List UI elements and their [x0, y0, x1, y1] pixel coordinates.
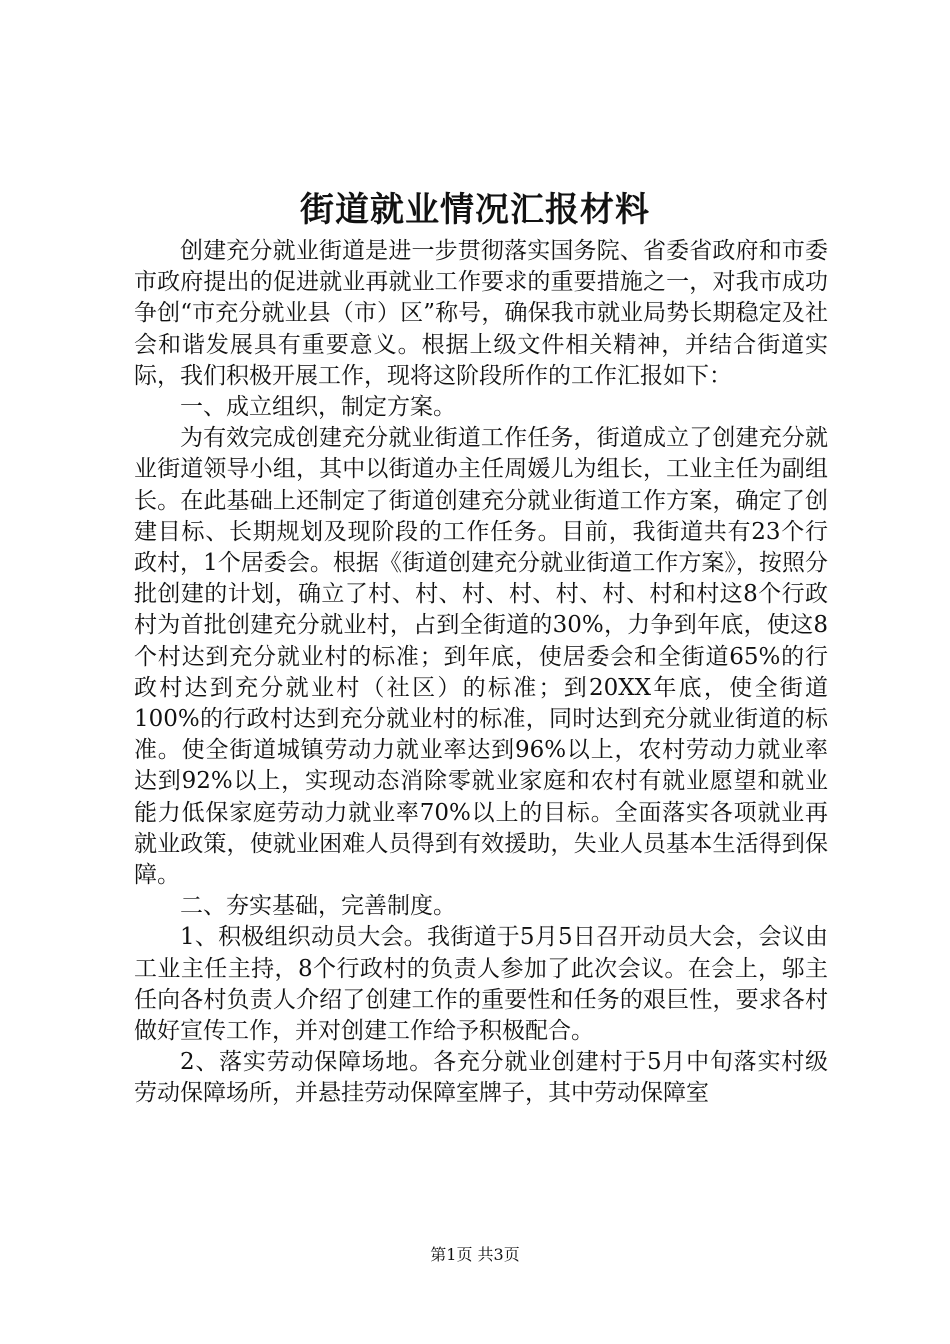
- paragraph-section-1: 为有效完成创建充分就业街道工作任务，街道成立了创建充分就业街道领导小组，其中以街道办主任周媛儿为组长，工业主任为副组长。在此基础上还制定了街道创建充分就业街道工作方案，确定了创建目标、长期规划及现阶段的工作任务。目前，我街道共有23个行政村，1个居委会。根据《街道创建充分就业街道工作方案》，按照分批创建的计划，确立了村、村、村、村、村、村、村和村这8个行政村为首批创建充分就业村，占到全街道的30%，力争到年底，使这8个村达到充分就业村的标准；到年底，使居委会和全街道65%的行政村达到充分就业村（社区）的标准；到20XX年底，使全街道100%的行政村达到充分就业村的标准，同时达到充分就业街道的标准。使全街道城镇劳动力就业率达到96%以上，农村劳动力就业率达到92%以上，实现动态消除零就业家庭和农村有就业愿望和就业能力低保家庭劳动力就业率70%以上的目标。全面落实各项就业再就业政策，使就业困难人员得到有效援助，失业人员基本生活得到保障。: [134, 425, 828, 889]
- document-title: 街道就业情况汇报材料: [300, 190, 650, 230]
- paragraph-item-2: 2、落实劳动保障场地。各充分就业创建村于5月中旬落实村级劳动保障场所，并悬挂劳动保障室牌子，其中劳动保障室: [134, 1049, 828, 1107]
- section-heading-1: 一、成立组织，制定方案。: [180, 394, 456, 421]
- document-body: [134, 236, 828, 1110]
- paragraph-intro: 创建充分就业街道是进一步贯彻落实国务院、省委省政府和市委市政府提出的促进就业再就业工作要求的重要措施之一，对我市成功争创“市充分就业县（市）区”称号，确保我市就业局势长期稳定及社会和谐发展具有重要意义。根据上级文件相关精神，并结合街道实际，我们积极开展工作，现将这阶段所作的工作汇报如下：: [134, 238, 828, 389]
- section-heading-2: 二、夯实基础，完善制度。: [180, 893, 456, 920]
- page-footer: 第1页 共3页: [430, 1245, 520, 1264]
- paragraph-item-1: 1、积极组织动员大会。我街道于5月5日召开动员大会，会议由工业主任主持，8个行政村的负责人参加了此次会议。在会上，邬主任向各村负责人介绍了创建工作的重要性和任务的艰巨性，要求各村做好宣传工作，并对创建工作给予积极配合。: [134, 924, 828, 1045]
